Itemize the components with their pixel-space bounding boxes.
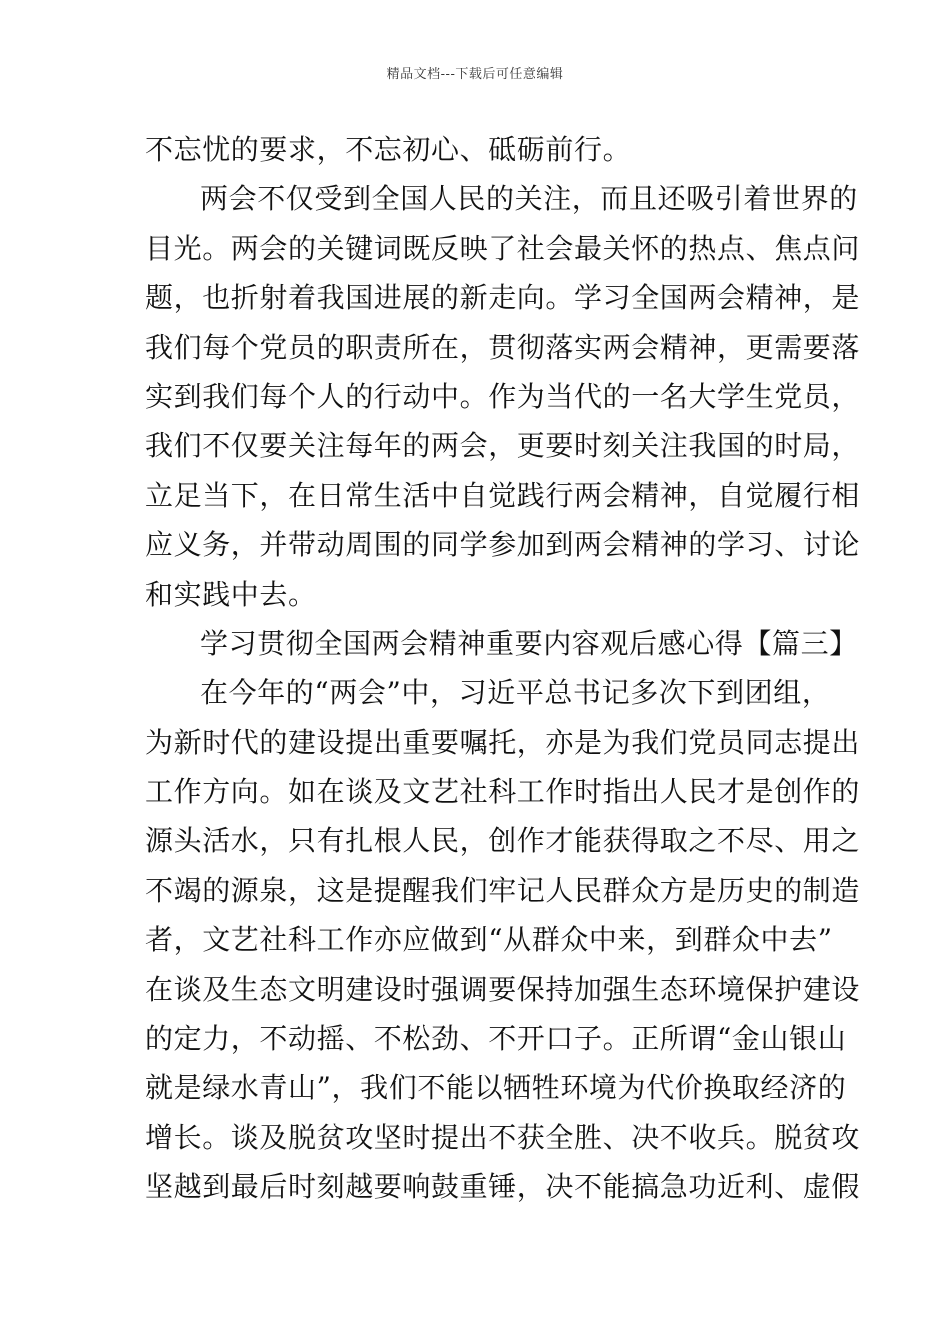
text-line: 不竭的源泉，这是提醒我们牢记人民群众方是历史的制造 bbox=[145, 873, 861, 907]
paragraph-start-line: 两会不仅受到全国人民的关注，而且还吸引着世界的 bbox=[200, 182, 858, 216]
section-heading: 学习贯彻全国两会精神重要内容观后感心得【篇三】 bbox=[200, 626, 858, 660]
text-line: 和实践中去。 bbox=[145, 577, 317, 611]
text-line: 坚越到最后时刻越要响鼓重锤，决不能搞急功近利、虚假 bbox=[145, 1170, 861, 1204]
text-line: 为新时代的建设提出重要嘱托，亦是为我们党员同志提出 bbox=[145, 725, 861, 759]
text-line: 实到我们每个人的行动中。作为当代的一名大学生党员， bbox=[145, 379, 861, 413]
text-line: 不忘忧的要求，不忘初心、砥砺前行。 bbox=[145, 133, 632, 166]
page-header: 精品文档---下载后可任意编辑 bbox=[386, 67, 564, 82]
text-line: 立足当下，在日常生活中自觉践行两会精神，自觉履行相 bbox=[145, 478, 861, 512]
document-body bbox=[145, 125, 861, 1212]
text-line: 源头活水，只有扎根人民，创作才能获得取之不尽、用之 bbox=[145, 824, 861, 858]
text-line: 题，也折射着我国进展的新走向。学习全国两会精神，是 bbox=[145, 281, 861, 315]
text-line: 我们不仅要关注每年的两会，更要时刻关注我国的时局， bbox=[145, 429, 861, 463]
text-line: 目光。两会的关键词既反映了社会最关怀的热点、焦点问 bbox=[145, 231, 861, 265]
text-line: 增长。谈及脱贫攻坚时提出不获全胜、决不收兵。脱贫攻 bbox=[145, 1120, 861, 1154]
text-line: 就是绿水青山”，我们不能以牺牲环境为代价换取经济的 bbox=[145, 1071, 847, 1105]
text-line: 的定力，不动摇、不松劲、不开口子。正所谓“金山银山 bbox=[145, 1022, 847, 1056]
text-line: 者，文艺社科工作亦应做到“从群众中来，到群众中去” bbox=[145, 923, 833, 957]
text-line: 我们每个党员的职责所在，贯彻落实两会精神，更需要落 bbox=[145, 330, 861, 364]
paragraph-start-line: 在今年的“两会”中，习近平总书记多次下到团组， bbox=[200, 676, 831, 710]
text-line: 在谈及生态文明建设时强调要保持加强生态环境保护建设 bbox=[145, 972, 861, 1006]
text-line: 工作方向。如在谈及文艺社科工作时指出人民才是创作的 bbox=[145, 775, 861, 809]
text-line: 应义务，并带动周围的同学参加到两会精神的学习、讨论 bbox=[145, 528, 861, 562]
